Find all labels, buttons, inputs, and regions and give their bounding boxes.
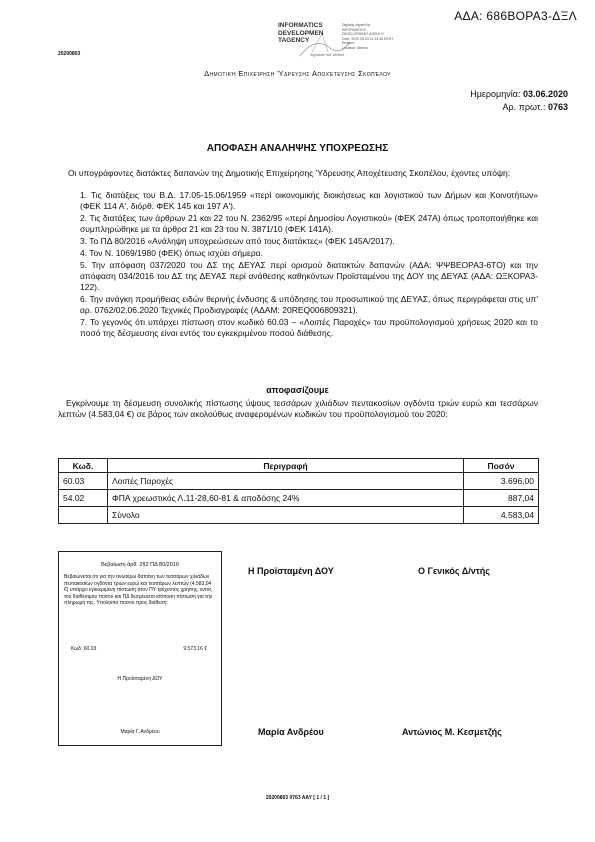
protocol-label: Αρ. πρωτ.: (502, 102, 548, 112)
header-description: Περιγραφή (108, 459, 464, 473)
cell-description: Λοιπές Παροχές (108, 473, 464, 490)
cell-code: 54.02 (59, 490, 108, 507)
signature-name-dou: Μαρία Ανδρέου (258, 727, 324, 737)
certification-stamp (58, 551, 222, 746)
considerations-list (80, 190, 538, 340)
ada-code: ΑΔΑ: 686ΒΟΡΑ3-ΔΞΛ (454, 9, 577, 23)
logo-line1: INFORMATICS (278, 22, 323, 29)
logo-fine3: DEVELOPMENT AGENCY (342, 32, 384, 36)
table-header-row (59, 459, 539, 473)
total-value: 4.583,04 (464, 507, 539, 524)
signature-name-director: Αντώνιος Μ. Κεσμετζής (402, 727, 502, 737)
table-total-row (59, 507, 539, 524)
logo-sub: Signature Not Verified (310, 53, 345, 57)
stamp-balance-row (71, 646, 207, 653)
protocol-value: 0763 (547, 102, 568, 112)
logo-fine4: Date: 2020.06.03 11:14:36 EEST (342, 36, 394, 41)
table-row (59, 490, 539, 507)
stamp-role: Η Προϊσταμένη ΔΟΥ (117, 676, 163, 682)
cell-empty (59, 507, 108, 524)
stamp-amount: 9.573,16 € (183, 646, 207, 652)
stamp-title: Βεβαίωση άρθ. 2§2 ΠΔ 80/2016 (101, 562, 179, 568)
cell-description: ΦΠΑ χρεωστικός Λ.11-28,60-81 & αποδόσης 24% (108, 490, 464, 507)
budget-table (58, 458, 539, 524)
logo-line2: DEVELOPMEN (278, 29, 324, 37)
list-item: 2. Τις διατάξεις των άρθρων 21 και 22 του Ν. 2362/95 «περί Δημοσίου Λογιστικού» (ΦΕΚ 247Α) όπως τροποποιήθηκε και συμπληρώθηκε με τα άρθρα 21 και 23 του Ν. 3871/10 (ΦΕΚ 141Α). (80, 213, 538, 234)
list-item: 6. Την ανάγκη προμήθειας ειδών θερινής ένδυσης & υπόδησης του προσωπικού της ΔΕΥΑΣ, όπως περιγράφεται στις υπ' αρ. 0762/02.06.2020 Τεχνικές Προδιαγραφές (ΑΔΑΜ: 20REQ006809321). (80, 294, 538, 315)
list-item: 7. Το γεγονός ότι υπάρχει πίστωση στον κωδικό 60.03 – «Λοιπές Παροχές» του προϋπολογισμού χρήσεως 2020 και το ποσό της δέσμευσης είναι εντός του εγκεκριμένου ποσού διάθεσης. (80, 317, 538, 338)
logo-fine6: Location: Athens (342, 45, 368, 50)
page-footer: 20200803 0763 ΑΑΥ [ 1 / 1 ] (265, 795, 330, 801)
logo-line3: TAGENCY (278, 37, 310, 44)
organization-name: Δημοτική Επιχείρηση Ύδρευσης Αποχέτευσης Σκοπέλου (204, 69, 391, 78)
document-code: 20200803 (58, 51, 81, 57)
list-item: 3. Το ΠΔ 80/2016 «Ανάληψη υποχρεώσεων από τους διατάκτες» (ΦΕΚ 145Α/2017). (80, 236, 395, 246)
digital-signature-logo (270, 22, 400, 58)
document-title: ΑΠΟΦΑΣΗ ΑΝΑΛΗΨΗΣ ΥΠΟΧΡΕΩΣΗΣ (206, 143, 389, 154)
stamp-code: Κωδ. 60.03 (71, 646, 97, 652)
stamp-body: Βεβαιώνεται ότι για την ανωτέρω δαπάνη των τεσσάρων χιλιάδων πεντακοσίων ογδόντα τριών ευρώ και τεσσάρων λεπτών (4.583,04 €) υπάρχει εγκεκριμένη πίστωση στον ΠΥ τρέχοντος χρήσης, εντός του διαθέσιμου ποσού και ΠΔ δεσμεύεται ισόποση πίστωση για την πληρωμή της. Υπόλοιπο ποσού προς διάθεση: (64, 574, 213, 606)
decision-heading: αποφασίζουμε (266, 385, 329, 395)
logo-fine1: Digitally signed by (342, 23, 371, 27)
signature-role-director: Ο Γενικός Δ/ντής (418, 566, 490, 576)
date-block (470, 88, 568, 114)
list-item: 4. Τον Ν. 1069/1980 (ΦΕΚ) όπως ισχύει σήμερα. (80, 248, 263, 258)
cell-amount: 3.696,00 (464, 473, 539, 490)
intro-paragraph: Οι υπογράφοντες διατάκτες δαπανών της Δημοτικής Επιχείρησης Ύδρευσης Αποχέτευσης Σκοπέλου, έχοντες υπόψη: (68, 168, 511, 178)
signature-role-dou: Η Προϊσταμένη ΔΟΥ (248, 566, 334, 576)
logo-fine5: Reason: (342, 41, 356, 45)
header-code: Κωδ. (59, 459, 108, 473)
list-item: 1. Τις διατάξεις του Β.Δ. 17.05-15.06/1959 «περί οικονομικής διοικήσεως και λογιστικού των Δήμων και Κοινοτήτων» (ΦΕΚ 114 Α', διόρθ. ΦΕΚ 145 και 197 Α'). (80, 190, 538, 211)
table-row (59, 473, 539, 490)
total-label: Σύνολο (108, 507, 464, 524)
logo-fine2: INFORMATICS (342, 27, 366, 32)
approval-paragraph: Εγκρίνουμε τη δέσμευση συνολικής πίστωσης ύψους τεσσάρων χιλιάδων πεντακοσίων ογδόντα τριών ευρώ και τεσσάρων λεπτών (4.583,04 €) σε βάρος των ακολούθως αναφερομένων κωδικών του προϋπολογισμού του 2020: (58, 398, 538, 419)
stamp-name: Μαρία Γ. Ανδρέου (120, 729, 160, 735)
date-value: 03.06.2020 (522, 89, 568, 99)
cell-amount: 887,04 (464, 490, 539, 507)
date-label: Ημερομηνία: (470, 89, 523, 99)
list-item: 5. Την απόφαση 037/2020 του ΔΣ της ΔΕΥΑΣ περί ορισμού διατακτών δαπανών (ΑΔΑ: ΨΨΒΕΟΡΑ3-6ΤΟ) και την απόφαση 034/2016 του ΔΣ της ΔΕΥΑΣ περί ανάθεσης καθηκόντων Προϊσταμένου της ΔΟΥ της ΔΕΥΑΣ (ΑΔΑ: ΩΞΚΟΡΑ3-122). (80, 260, 538, 292)
header-amount: Ποσόν (464, 459, 539, 473)
cell-code: 60.03 (59, 473, 108, 490)
